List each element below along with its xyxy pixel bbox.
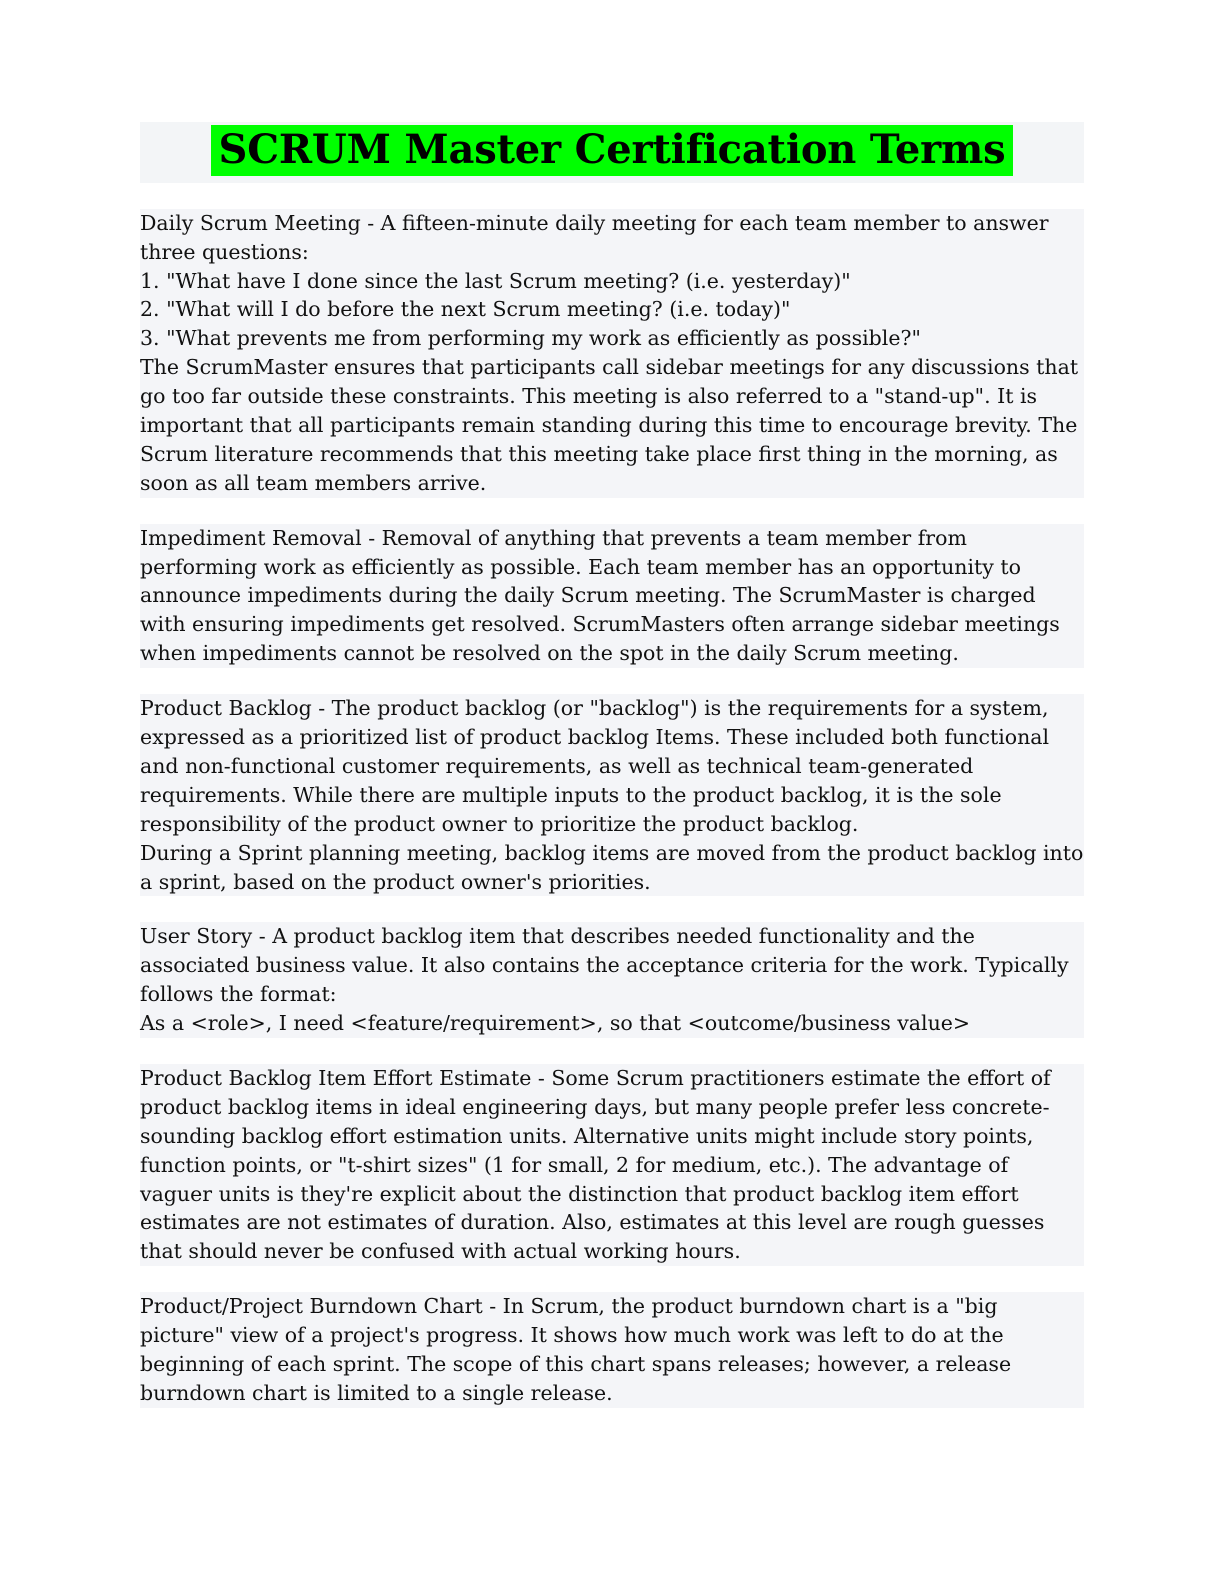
paragraph: User Story - A product backlog item that describes needed functionality and the associated business value. It also contains the acceptance criteria for the work. Typically follows the format:	[140, 922, 1084, 1009]
paragraph: 2. "What will I do before the next Scrum meeting? (i.e. today)"	[140, 295, 1084, 324]
page-title	[140, 128, 1084, 173]
section-product-project-burndown-chart	[140, 1292, 1084, 1408]
paragraph: Product Backlog Item Effort Estimate - Some Scrum practitioners estimate the effort of product backlog items in ideal engineering days, but many people prefer less concrete-sounding backlog effort estimation units. Alternative units might include story points, function points, or "t-shirt sizes" (1 for small, 2 for medium, etc.). The advantage of vaguer units is they're explicit about the distinction that product backlog item effort estimates are not estimates of duration. Also, estimates at this level are rough guesses that should never be confused with actual working hours.	[140, 1064, 1084, 1266]
section-user-story	[140, 922, 1084, 1038]
paragraph: During a Sprint planning meeting, backlog items are moved from the product backlog into a sprint, based on the product owner's priorities.	[140, 839, 1084, 897]
section-product-backlog-item-effort-estimate	[140, 1064, 1084, 1266]
paragraph: 3. "What prevents me from performing my work as efficiently as possible?"	[140, 324, 1084, 353]
paragraph: Product Backlog - The product backlog (or "backlog") is the requirements for a system, expressed as a prioritized list of product backlog Items. These included both functional and non-functional customer requirements, as well as technical team-generated requirements. While there are multiple inputs to the product backlog, it is the sole responsibility of the product owner to prioritize the product backlog.	[140, 694, 1084, 838]
section-daily-scrum-meeting	[140, 209, 1084, 498]
paragraph: Impediment Removal - Removal of anything that prevents a team member from performing work as efficiently as possible. Each team member has an opportunity to announce impediments during the daily Scrum meeting. The ScrumMaster is charged with ensuring impediments get resolved. ScrumMasters often arrange sidebar meetings when impediments cannot be resolved on the spot in the daily Scrum meeting.	[140, 524, 1084, 668]
paragraph: The ScrumMaster ensures that participants call sidebar meetings for any discussions that go too far outside these constraints. This meeting is also referred to a "stand-up". It is important that all participants remain standing during this time to encourage brevity. The Scrum literature recommends that this meeting take place first thing in the morning, as soon as all team members arrive.	[140, 353, 1084, 497]
title-band	[140, 122, 1084, 183]
page-title-highlight: SCRUM Master Certification Terms	[211, 125, 1014, 176]
paragraph: 1. "What have I done since the last Scrum meeting? (i.e. yesterday)"	[140, 267, 1084, 296]
paragraph: Daily Scrum Meeting - A fifteen-minute daily meeting for each team member to answer three questions:	[140, 209, 1084, 267]
paragraph: Product/Project Burndown Chart - In Scrum, the product burndown chart is a "big picture" view of a project's progress. It shows how much work was left to do at the beginning of each sprint. The scope of this chart spans releases; however, a release burndown chart is limited to a single release.	[140, 1292, 1084, 1408]
section-product-backlog	[140, 694, 1084, 896]
paragraph: As a <role>, I need <feature/requirement>, so that <outcome/business value>	[140, 1009, 1084, 1038]
section-impediment-removal	[140, 524, 1084, 668]
